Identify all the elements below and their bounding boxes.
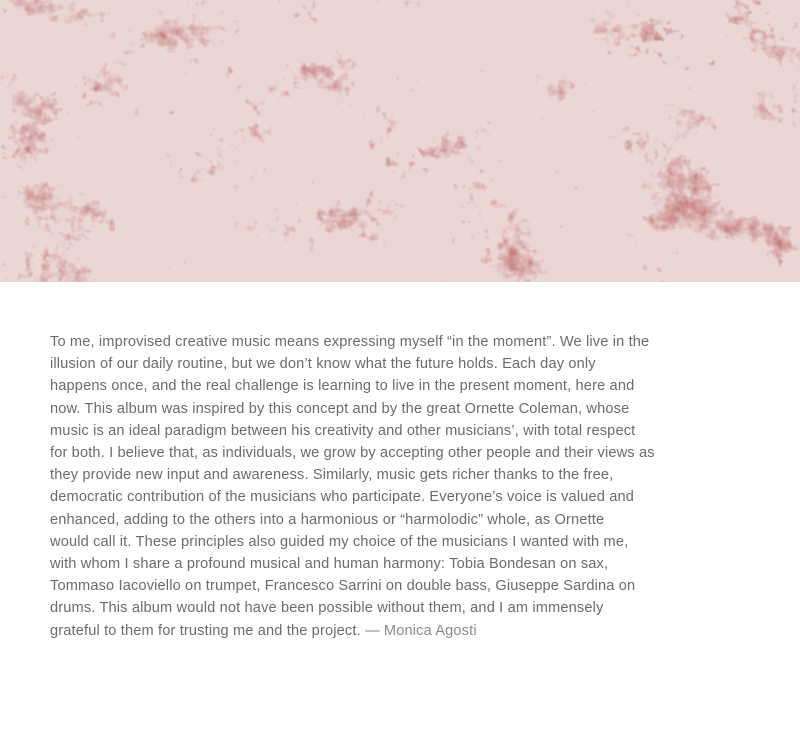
liner-notes-line: grateful to them for trusting me and the project. bbox=[50, 622, 361, 639]
liner-notes-line: for both. I believe that, as individuals, we grow by accepting other people and their views as bbox=[50, 445, 655, 462]
liner-notes-paragraph bbox=[50, 331, 762, 642]
liner-notes-line: illusion of our daily routine, but we don’t know what the future holds. Each day only bbox=[50, 356, 596, 373]
header-texture-image bbox=[0, 0, 800, 282]
liner-notes-line: with whom I share a profound musical and human harmony: Tobia Bondesan on sax, bbox=[50, 556, 609, 573]
liner-notes-line: enhanced, adding to the others into a harmonious or “harmolodic” whole, as Ornette bbox=[50, 511, 605, 528]
liner-notes-last-line bbox=[50, 620, 762, 642]
liner-notes-line: would call it. These principles also guided my choice of the musicians I wanted with me, bbox=[50, 533, 629, 550]
liner-notes-line: To me, improvised creative music means expressing myself “in the moment”. We live in the bbox=[50, 334, 650, 350]
liner-notes-line: drums. This album would not have been possible without them, and I am immensely bbox=[50, 600, 604, 617]
liner-notes-line: Tommaso Iacoviello on trumpet, Francesco Sarrini on double bass, Giuseppe Sardina on bbox=[50, 578, 636, 595]
marble-texture-graphic bbox=[0, 0, 800, 282]
liner-notes-line: happens once, and the real challenge is learning to live in the present moment, here and bbox=[50, 378, 635, 395]
liner-notes-line: they provide new input and awareness. Similarly, music gets richer thanks to the free, bbox=[50, 467, 614, 484]
author-signature: — Monica Agosti bbox=[364, 622, 477, 639]
liner-notes-line: now. This album was inspired by this concept and by the great Ornette Coleman, whose bbox=[50, 400, 630, 417]
liner-notes-line: democratic contribution of the musicians who participate. Everyone’s voice is valued and bbox=[50, 489, 635, 506]
liner-notes-line: music is an ideal paradigm between his creativity and other musicians’, with total respect bbox=[50, 422, 636, 439]
